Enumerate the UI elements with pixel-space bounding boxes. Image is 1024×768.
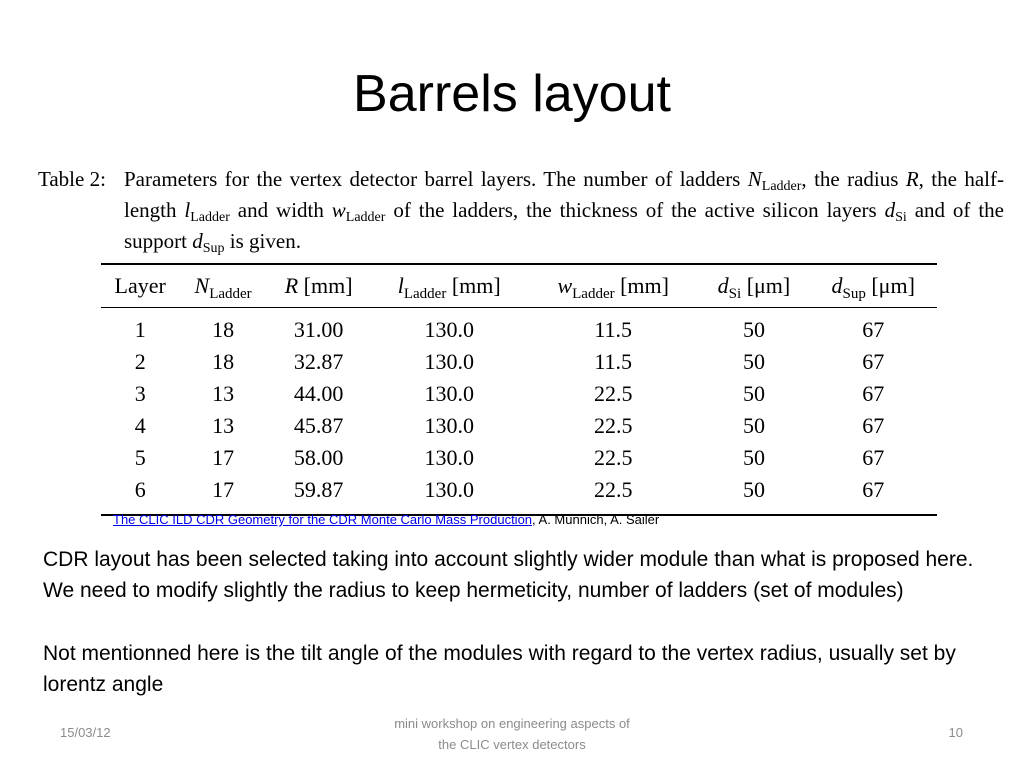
- table-cell: 130.0: [424, 477, 474, 502]
- table-header-row: [101, 264, 937, 308]
- table-cell: 1: [134, 317, 146, 342]
- caption-part: and width: [229, 198, 332, 222]
- header-unit: [μm]: [865, 273, 915, 298]
- caption-part: , the half-length: [124, 167, 1004, 222]
- header-subscript: Ladder: [403, 286, 447, 302]
- table-cell: 67: [862, 413, 885, 438]
- table-cell: 31.00: [293, 317, 344, 342]
- caption-symbol: l: [184, 198, 191, 222]
- table-cell: 130.0: [424, 349, 474, 374]
- header-unit: [mm]: [298, 273, 353, 298]
- table-cell: 17: [212, 477, 235, 502]
- table-row: [101, 346, 937, 378]
- header-symbol: N: [194, 273, 210, 298]
- slide-title: Barrels layout: [353, 65, 671, 123]
- header-unit: [mm]: [446, 273, 501, 298]
- footer-date: 15/03/12: [60, 725, 111, 740]
- header-symbol: d: [717, 273, 729, 298]
- caption-symbol: d: [884, 198, 896, 222]
- table-cell: 11.5: [594, 317, 633, 342]
- table-cell: 6: [134, 477, 146, 502]
- header-subscript: Si: [728, 286, 742, 302]
- table-cell: 67: [862, 317, 885, 342]
- caption-label: Table 2:: [38, 167, 106, 191]
- caption-symbol: d: [192, 229, 203, 253]
- table-cell: 22.5: [593, 445, 633, 470]
- header-subscript: Ladder: [209, 286, 252, 302]
- table-cell: 130.0: [424, 317, 474, 342]
- caption-symbol: R: [905, 167, 919, 191]
- table-cell: 67: [862, 381, 885, 406]
- table-cell: 18: [212, 349, 235, 374]
- footer-title-line-2: the CLIC vertex detectors: [438, 737, 586, 752]
- table-cell: 13: [212, 381, 235, 406]
- header-symbol: R: [284, 273, 299, 298]
- table-row: [101, 308, 937, 347]
- table-cell: 11.5: [594, 349, 633, 374]
- table-cell: 50: [742, 349, 765, 374]
- header-unit: [mm]: [614, 273, 669, 298]
- table-cell: 5: [134, 445, 146, 470]
- footer-title-line-1: mini workshop on engineering aspects of: [394, 716, 630, 731]
- table-cell: 22.5: [593, 413, 633, 438]
- header-width: [528, 264, 699, 308]
- caption-subscript: Ladder: [190, 210, 230, 225]
- header-d-sup: [809, 264, 937, 308]
- table-cell: 17: [212, 445, 235, 470]
- caption-subscript: Ladder: [761, 179, 802, 194]
- table-row: [101, 410, 937, 442]
- caption-text: [124, 164, 1004, 257]
- table-cell: 130.0: [424, 445, 474, 470]
- table-row: [101, 378, 937, 410]
- table-cell: 50: [742, 477, 765, 502]
- table-cell: 45.87: [293, 413, 344, 438]
- header-label: Layer: [114, 273, 166, 298]
- header-subscript: Sup: [842, 286, 866, 302]
- caption-part: Parameters for the vertex detector barrel layers. The number of ladders: [124, 167, 748, 191]
- caption-symbol: w: [331, 198, 346, 222]
- header-radius: [267, 264, 371, 308]
- table-cell: 50: [742, 381, 765, 406]
- table-row: [101, 442, 937, 474]
- footer-page-number: 10: [948, 725, 963, 740]
- body-text: [43, 544, 993, 700]
- reference-authors: , A. Munnich, A. Sailer: [532, 512, 660, 527]
- caption-part: and of the support: [124, 198, 1004, 253]
- table-cell: 58.00: [293, 445, 344, 470]
- caption-subscript: Si: [895, 210, 907, 225]
- header-symbol: d: [831, 273, 843, 298]
- header-symbol: w: [557, 273, 573, 298]
- table-cell: 50: [742, 317, 765, 342]
- header-subscript: Ladder: [572, 286, 615, 302]
- paragraph-gap: [43, 606, 993, 638]
- table-cell: 130.0: [424, 381, 474, 406]
- table-cell: 13: [212, 413, 235, 438]
- header-unit: [μm]: [741, 273, 791, 298]
- table-cell: 22.5: [593, 477, 633, 502]
- caption-part: of the ladders, the thickness of the active silicon layers: [385, 198, 885, 222]
- parameters-table-container: [101, 263, 937, 516]
- caption-subscript: Sup: [202, 241, 225, 256]
- parameters-table: [101, 263, 937, 516]
- table-cell: 4: [134, 413, 146, 438]
- table-cell: 67: [862, 445, 885, 470]
- table-cell: 50: [742, 413, 765, 438]
- table-cell: 59.87: [293, 477, 344, 502]
- table-cell: 67: [862, 477, 885, 502]
- reference-line: [113, 512, 659, 527]
- table-caption: [38, 164, 1004, 257]
- caption-subscript: Ladder: [345, 210, 386, 225]
- table-row: [101, 474, 937, 515]
- body-paragraph-1: CDR layout has been selected taking into account slightly wider module than what is proposed here. We need to modify slightly the radius to keep hermeticity, number of ladders (set of modules): [43, 548, 974, 602]
- table-cell: 50: [742, 445, 765, 470]
- reference-link[interactable]: The CLIC ILD CDR Geometry for the CDR Monte Carlo Mass Production: [113, 512, 533, 527]
- footer-title: [352, 713, 672, 755]
- table-cell: 2: [134, 349, 146, 374]
- table-cell: 67: [862, 349, 885, 374]
- header-half-length: [371, 264, 528, 308]
- table-cell: 22.5: [593, 381, 633, 406]
- table-cell: 32.87: [293, 349, 344, 374]
- body-paragraph-2: Not mentionned here is the tilt angle of the modules with regard to the vertex radius, usually set by lorentz angle: [43, 642, 956, 696]
- header-d-si: [699, 264, 810, 308]
- caption-part: , the radius: [801, 167, 906, 191]
- header-n-ladder: [179, 264, 266, 308]
- table-cell: 18: [212, 317, 235, 342]
- header-symbol: l: [397, 273, 404, 298]
- table-cell: 44.00: [293, 381, 344, 406]
- table-cell: 130.0: [424, 413, 474, 438]
- table-cell: 3: [134, 381, 146, 406]
- caption-part: is given.: [224, 229, 301, 253]
- caption-symbol: N: [747, 167, 762, 191]
- header-layer: [101, 264, 179, 308]
